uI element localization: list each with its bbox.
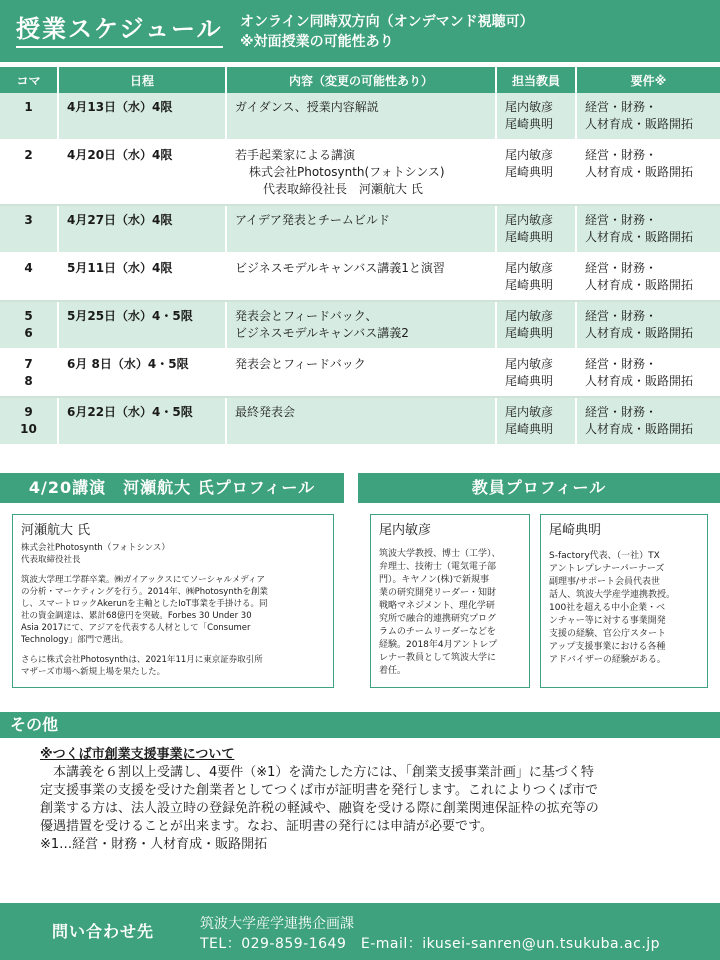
teacher2-bio-line: アップ支援事業における各種 xyxy=(549,642,666,652)
cell-teacher xyxy=(496,140,576,205)
guest-profile-banner: 4/20講演 河瀬航大 氏プロフィール xyxy=(0,473,344,503)
cell-requirement xyxy=(576,93,720,140)
teacher1-bio xyxy=(379,548,521,678)
cell-teacher xyxy=(496,205,576,253)
cell-content xyxy=(226,301,496,349)
teacher1-bio-line: ラムのチームリーダーなどを xyxy=(379,627,496,637)
col-header-teacher: 担当教員 xyxy=(496,67,576,93)
other-section xyxy=(40,746,690,854)
teacher2-profile-box xyxy=(540,514,708,688)
col-header-koma: コマ xyxy=(0,67,58,93)
teacher-name: 尾崎典明 xyxy=(505,326,554,340)
cell-date: 6月22日（水）4・5限 xyxy=(58,397,226,445)
cell-requirement xyxy=(576,397,720,445)
guest-bio-line: Asia 2017にて、アジアを代表する人材として「Consumer xyxy=(21,623,251,633)
teacher1-profile-box xyxy=(370,514,530,688)
content-line: 株式会社Photosynth(フォトシンス) xyxy=(249,165,445,179)
koma-number: 2 xyxy=(24,148,33,162)
cell-content xyxy=(226,205,496,253)
content-line: 代表取締役社長 河瀬航大 氏 xyxy=(263,182,423,196)
cell-teacher xyxy=(496,397,576,445)
requirement-line: 人材育成・販路開拓 xyxy=(585,278,694,292)
guest-bio-line: Technology」部門で選出。 xyxy=(21,635,129,645)
cell-requirement xyxy=(576,140,720,205)
cell-content xyxy=(226,93,496,140)
cell-date: 4月13日（水）4限 xyxy=(58,93,226,140)
contact-footer xyxy=(0,903,720,960)
teacher1-bio-line: レナー教員として筑波大学に xyxy=(379,653,497,663)
koma-number: 9 xyxy=(24,405,33,419)
cell-requirement xyxy=(576,205,720,253)
page-title: 授業スケジュール xyxy=(16,14,223,48)
teacher-name: 尾崎典明 xyxy=(505,230,554,244)
requirement-line: 人材育成・販路開拓 xyxy=(585,117,694,131)
koma-number: 4 xyxy=(24,261,33,275)
requirement-line: 人材育成・販路開拓 xyxy=(585,230,694,244)
guest-bio-line: 社の資金調達は、累計68億円を突破。Forbes 30 Under 30 xyxy=(21,611,252,621)
cell-koma xyxy=(0,397,58,445)
cell-teacher xyxy=(496,301,576,349)
content-line: 最終発表会 xyxy=(235,405,296,419)
other-body-line: 本講義を６割以上受講し、4要件（※1）を満たした方には、「創業支援事業計画」に基づく特 xyxy=(40,765,594,780)
requirement-line: 経営・財務・ xyxy=(585,309,658,323)
cell-content xyxy=(226,140,496,205)
teacher-name: 尾内敏彦 xyxy=(505,405,554,419)
content-line: 発表会とフィードバック xyxy=(235,357,366,371)
cell-content xyxy=(226,253,496,301)
requirement-line: 人材育成・販路開拓 xyxy=(585,374,694,388)
teacher1-bio-line: 弁理士、技術士（電気電子部 xyxy=(379,562,497,572)
cell-teacher xyxy=(496,93,576,140)
content-line: ビジネスモデルキャンバス講義1と演習 xyxy=(235,261,445,275)
contact-label: 問い合わせ先 xyxy=(52,922,155,941)
cell-date: 4月27日（水）4限 xyxy=(58,205,226,253)
teacher2-bio-line: 100社を超える中小企業・ベ xyxy=(549,603,666,613)
teacher2-bio-line: ンチャー等に対する事業開発 xyxy=(549,616,666,626)
requirement-line: 経営・財務・ xyxy=(585,213,658,227)
teacher-name: 尾内敏彦 xyxy=(505,213,554,227)
table-row xyxy=(0,349,720,397)
guest-profile-box xyxy=(12,514,334,688)
teacher1-bio-line: 究所で融合的連携研究プログ xyxy=(379,614,497,624)
col-header-date: 日程 xyxy=(58,67,226,93)
cell-koma xyxy=(0,205,58,253)
header-subtitle xyxy=(240,12,534,52)
teacher-name: 尾崎典明 xyxy=(505,278,554,292)
koma-number: 8 xyxy=(24,374,33,388)
guest-bio-line: し、スマートロックAkerunを主軸としたIoT事業を手掛ける。同 xyxy=(21,599,268,609)
schedule-body xyxy=(0,93,720,445)
content-line: ガイダンス、授業内容解説 xyxy=(235,100,379,114)
requirement-line: 経営・財務・ xyxy=(585,357,658,371)
requirement-line: 経営・財務・ xyxy=(585,261,658,275)
guest-bio-2 xyxy=(21,654,325,678)
teacher-name: 尾内敏彦 xyxy=(505,100,554,114)
col-header-requirement: 要件※ xyxy=(576,67,720,93)
cell-date: 6月 8日（水）4・5限 xyxy=(58,349,226,397)
teacher-name: 尾内敏彦 xyxy=(505,357,554,371)
content-line: アイデア発表とチームビルド xyxy=(235,213,390,227)
col-header-content: 内容（変更の可能性あり） xyxy=(226,67,496,93)
guest-bio-line: さらに株式会社Photosynthは、2021年11月に東京証券取引所 xyxy=(21,655,263,665)
koma-number: 6 xyxy=(24,326,33,340)
guest-affiliation xyxy=(21,542,325,566)
content-line: 発表会とフィードバック、 xyxy=(235,309,378,323)
teacher-name: 尾内敏彦 xyxy=(505,261,554,275)
koma-number: 5 xyxy=(24,309,33,323)
faculty-profile-banner: 教員プロフィール xyxy=(358,473,720,503)
teacher-name: 尾崎典明 xyxy=(505,374,554,388)
page-header xyxy=(0,0,720,62)
table-row xyxy=(0,301,720,349)
cell-date: 4月20日（水）4限 xyxy=(58,140,226,205)
teacher-name: 尾崎典明 xyxy=(505,117,554,131)
guest-affiliation-line: 代表取締役社長 xyxy=(21,555,81,565)
requirement-line: 人材育成・販路開拓 xyxy=(585,326,694,340)
table-row xyxy=(0,253,720,301)
cell-content xyxy=(226,397,496,445)
koma-number: 1 xyxy=(24,100,33,114)
teacher1-name: 尾内敏彦 xyxy=(379,523,432,538)
guest-bio xyxy=(21,574,325,646)
koma-number: 7 xyxy=(24,357,33,371)
content-line: 若手起業家による講演 xyxy=(235,148,356,162)
table-row xyxy=(0,205,720,253)
teacher1-bio-line: 業の研究開発リーダー・知財 xyxy=(379,588,497,598)
cell-koma xyxy=(0,140,58,205)
other-body-line: 優遇措置を受けることが出来ます。なお、証明書の発行には申請が必要です。 xyxy=(40,819,493,834)
teacher2-bio-line: 支援の経験、官公庁スタート xyxy=(549,629,667,639)
requirement-line: 経営・財務・ xyxy=(585,405,658,419)
teacher1-bio-line: 筑波大学教授、博士（工学）、 xyxy=(379,549,501,559)
teacher2-bio-line: アドバイザーの経験がある。 xyxy=(549,655,666,665)
cell-requirement xyxy=(576,349,720,397)
table-row xyxy=(0,140,720,205)
header-subtitle-line-1: オンライン同時双方向（オンデマンド視聴可） xyxy=(240,14,534,30)
other-banner: その他 xyxy=(0,712,720,738)
requirement-line: 経営・財務・ xyxy=(585,148,658,162)
teacher1-bio-line: 経験。2018年4月アントレプ xyxy=(379,640,498,650)
cell-requirement xyxy=(576,253,720,301)
teacher1-bio-line: 門）。キヤノン(株)で新規事 xyxy=(379,575,489,585)
schedule-table xyxy=(0,67,720,446)
guest-affiliation-line: 株式会社Photosynth（フォトシンス） xyxy=(21,543,170,553)
teacher2-bio-line: S-factory代表、（一社）TX xyxy=(549,551,660,561)
teacher1-bio-line: 着任。 xyxy=(379,666,407,676)
header-subtitle-line-2: ※対面授業の可能性あり xyxy=(240,34,394,50)
teacher2-name: 尾崎典明 xyxy=(549,523,602,538)
table-header-row xyxy=(0,67,720,93)
cell-teacher xyxy=(496,253,576,301)
contact-org: 筑波大学産学連携企画課 xyxy=(200,916,354,932)
cell-date: 5月25日（水）4・5限 xyxy=(58,301,226,349)
teacher2-bio-line: アントレプレナーパーナーズ xyxy=(549,564,665,574)
requirement-line: 人材育成・販路開拓 xyxy=(585,422,694,436)
teacher-name: 尾崎典明 xyxy=(505,422,554,436)
requirement-line: 人材育成・販路開拓 xyxy=(585,165,694,179)
table-row xyxy=(0,93,720,140)
teacher2-bio-line: 副理事/サポート会員代表世 xyxy=(549,577,661,587)
cell-koma xyxy=(0,301,58,349)
teacher2-bio xyxy=(549,550,699,667)
koma-number: 3 xyxy=(24,213,33,227)
teacher1-bio-line: 戦略マネジメント、理化学研 xyxy=(379,601,495,611)
contact-details: TEL：029-859-1649 E-mail：ikusei-sanren@un.tsukuba.ac.jp xyxy=(200,936,661,952)
cell-koma xyxy=(0,93,58,140)
cell-koma xyxy=(0,349,58,397)
guest-name: 河瀬航大 氏 xyxy=(21,523,91,538)
requirement-line: 経営・財務・ xyxy=(585,100,658,114)
cell-teacher xyxy=(496,349,576,397)
teacher-name: 尾崎典明 xyxy=(505,165,554,179)
koma-number: 10 xyxy=(20,422,37,436)
other-body xyxy=(40,764,690,836)
guest-bio-line: の分析・マーケティングを行う。2014年、㈱Photosynthを創業 xyxy=(21,587,268,597)
cell-requirement xyxy=(576,301,720,349)
cell-koma xyxy=(0,253,58,301)
table-row xyxy=(0,397,720,445)
content-line: ビジネスモデルキャンバス講義2 xyxy=(235,326,409,340)
other-title: ※つくば市創業支援事業について xyxy=(40,747,235,762)
teacher2-bio-line: 話人、筑波大学産学連携教授。 xyxy=(549,590,676,600)
cell-content xyxy=(226,349,496,397)
cell-date: 5月11日（水）4限 xyxy=(58,253,226,301)
teacher-name: 尾内敏彦 xyxy=(505,148,554,162)
guest-bio-line: 筑波大学理工学群卒業。㈱ガイアックスにてソーシャルメディア xyxy=(21,575,266,585)
teacher-name: 尾内敏彦 xyxy=(505,309,554,323)
other-note: ※1…経営・財務・人材育成・販路開拓 xyxy=(40,837,268,852)
other-body-line: 定支援事業の支援を受けた創業者としてつくば市が証明書を発行します。これによりつくば市で xyxy=(40,783,598,798)
other-body-line: 創業する方は、法人設立時の登録免許税の軽減や、融資を受ける際に創業関連保証枠の拡充等の xyxy=(40,801,599,816)
guest-bio-line: マザーズ市場へ新規上場を果たした。 xyxy=(21,667,166,677)
